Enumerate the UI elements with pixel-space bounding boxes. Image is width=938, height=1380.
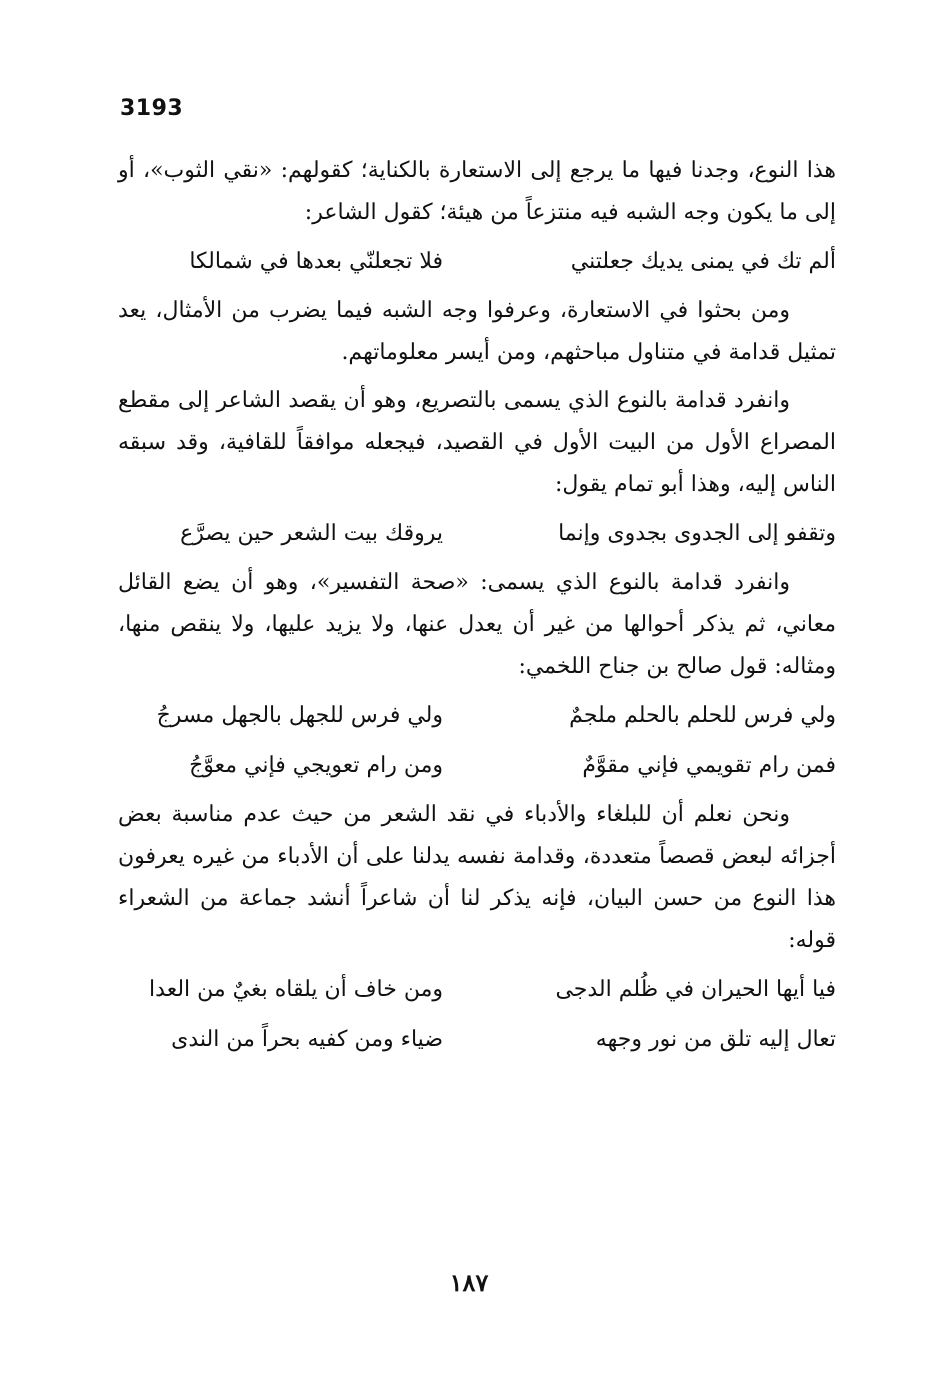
verse-second-hemistich: ولي فرس للجهل بالجهل مسرجُ <box>156 703 443 728</box>
verse-line <box>118 968 836 1012</box>
document-number: 3193 <box>120 96 184 121</box>
verse-line <box>118 1018 836 1062</box>
verse-first-hemistich: تعال إليه تلق من نور وجهه <box>595 1027 836 1052</box>
verse-second-hemistich: ضياء ومن كفيه بحراً من الندى <box>171 1027 443 1052</box>
paragraph: هذا النوع، وجدنا فيها ما يرجع إلى الاستعارة بالكناية؛ كقولهم: «نقي الثوب»، أو إلى ما يكون وجه الشبه فيه منتزعاً من هيئة؛ كقول الشاعر: <box>118 158 836 225</box>
paragraph: ومن بحثوا في الاستعارة، وعرفوا وجه الشبه فيما يضرب من الأمثال، يعد تمثيل قدامة في متناول مباحثهم، ومن أيسر معلوماتهم. <box>118 298 836 365</box>
verse-second-hemistich: ومن رام تعويجي فإني معوَّجُ <box>189 753 443 778</box>
verse-second-hemistich: فلا تجعلنّي بعدها في شمالكا <box>189 249 443 274</box>
verse-first-hemistich: ألم تك في يمنى يديك جعلتني <box>570 249 836 274</box>
paragraph: وانفرد قدامة بالنوع الذي يسمى: «صحة التفسير»، وهو أن يضع القائل معاني، ثم يذكر أحوالها من غير أن يعدل عنها، ولا يزيد عليها، ولا ينقص منها، ومثاله: قول صالح بن جناح اللخمي: <box>118 570 836 679</box>
verse-line <box>118 744 836 788</box>
verse-first-hemistich: ولي فرس للحلم بالحلم ملجمٌ <box>569 703 836 728</box>
verse-first-hemistich: وتقفو إلى الجدوى بجدوى وإنما <box>558 521 836 546</box>
verse-first-hemistich: فمن رام تقويمي فإني مقوَّمٌ <box>582 753 836 778</box>
verse-second-hemistich: ومن خاف أن يلقاه بغيٌ من العدا <box>149 977 443 1002</box>
verse-line <box>118 240 836 284</box>
verse-line <box>118 512 836 556</box>
paragraph: ونحن نعلم أن للبلغاء والأدباء في نقد الشعر من حيث عدم مناسبة بعض أجزائه لبعض قصصاً متعددة، وقدامة نفسه يدلنا على أن الأدباء من غيره يعرفون هذا النوع من حسن البيان، فإنه يذكر لنا أن شاعراً أنشد جماعة من الشعراء قوله: <box>118 802 836 953</box>
page-number: ١٨٧ <box>449 1268 489 1297</box>
verse-second-hemistich: يروقك بيت الشعر حين يصرَّع <box>180 521 443 546</box>
paragraph: وانفرد قدامة بالنوع الذي يسمى بالتصريع، وهو أن يقصد الشاعر إلى مقطع المصراع الأول من البيت الأول في القصيد، فيجعله موافقاً للقافية، وقد سبقه الناس إليه، وهذا أبو تمام يقول: <box>118 388 836 497</box>
page-body <box>118 150 836 1068</box>
verse-first-hemistich: فيا أيها الحيران في ظُلم الدجى <box>555 977 836 1002</box>
verse-line <box>118 694 836 738</box>
